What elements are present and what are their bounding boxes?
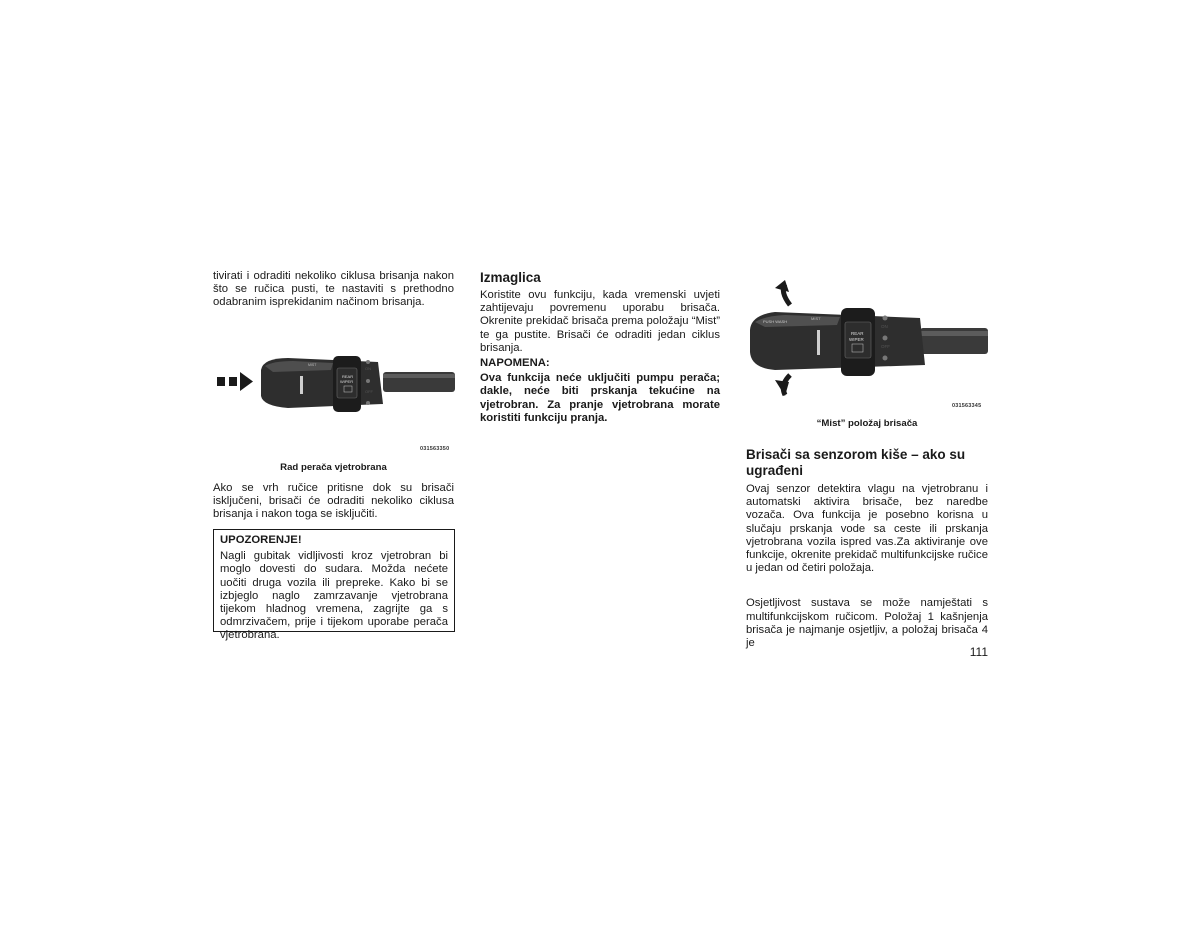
svg-text:ON: ON xyxy=(881,324,888,329)
svg-text:MIST: MIST xyxy=(811,316,821,321)
left-intro-text: tivirati i odraditi nekoliko ciklusa brisanja nakon što se ručica pusti, te nastaviti s prethodno odabranim isprekidanim načinom brisanja. xyxy=(213,270,454,309)
svg-text:REAR: REAR xyxy=(342,374,354,379)
mist-stalk-illustration xyxy=(745,280,990,400)
mist-paragraph: Koristite ovu funkciju, kada vremenski uvjeti zahtijevaju povremenu uporabu brisača. Okrenite prekidač brisača prema položaju “Mist” te ga pustite. Brisači će odraditi jedan ciklus brisanja. xyxy=(480,289,720,354)
push-arrows-icon xyxy=(217,372,253,391)
note-text: Ova funkcija neće uključiti pumpu perača; dakle, neće biti prskanja tekućine na vjetrobran. Za pranje vjetrobrana morate koristiti funkciju pranja. xyxy=(480,372,720,424)
svg-text:REAR: REAR xyxy=(851,331,864,336)
left-figure-code: 031563350 xyxy=(420,446,450,452)
note-label: NAPOMENA: xyxy=(480,357,550,370)
washer-stalk-figure xyxy=(213,348,458,423)
rain-sensor-paragraph-1: Ovaj senzor detektira vlagu na vjetrobranu i automatski aktivira brisače, bez naredbe vozača. Ova funkcija je posebno korisna u slučaju prskanja vode sa ceste ili prskanja vjetrobrana vozila ispred vas.Za aktiviranje ove funkcije, okrenite prekidač multifunkcijske ručice u jedan od četiri položaja. xyxy=(746,483,988,575)
svg-text:MIST: MIST xyxy=(308,363,317,367)
left-paragraph-block xyxy=(213,482,454,522)
warning-text: Nagli gubitak vidljivosti kroz vjetrobran bi moglo dovesti do sudara. Možda nećete uočiti druga vozila ili prepreke. Kako bi se izbjeglo naglo zamrzavanje vjetrobrana tijekom hladnog vremena, zagrijte ga s odmrzivačem, prije i tijekom uporabe perača vjetrobrana. xyxy=(220,550,448,642)
middle-column xyxy=(480,270,720,425)
svg-text:WIPER: WIPER xyxy=(340,379,354,384)
wiper-stalk-illustration xyxy=(213,348,458,423)
svg-text:ON: ON xyxy=(365,366,371,371)
left-figure-caption: Rad perača vjetrobrana xyxy=(280,462,387,473)
rain-sensor-paragraph-2: Osjetljivost sustava se može namještati s multifunkcijskom ručicom. Položaj 1 kašnjenja brisača je najmanje osjetljiv, a položaj brisača 4 je xyxy=(746,597,988,650)
mist-heading: Izmaglica xyxy=(480,270,541,285)
svg-text:PUSH WASH: PUSH WASH xyxy=(763,319,788,324)
left-column xyxy=(213,270,454,310)
svg-text:WIPER: WIPER xyxy=(849,337,864,342)
right-column xyxy=(746,447,988,650)
left-paragraph: Ako se vrh ručice pritisne dok su brisači isključeni, brisači će odraditi nekoliko ciklusa brisanja i nakon toga se isključiti. xyxy=(213,482,454,521)
rain-sensor-heading: Brisači sa senzorom kiše – ako su ugrađeni xyxy=(746,447,966,478)
mist-stalk-figure xyxy=(745,280,990,400)
right-figure-caption: “Mist” položaj brisača xyxy=(816,418,918,429)
page-number: 111 xyxy=(969,645,988,659)
warning-title: UPOZORENJE! xyxy=(220,534,302,546)
svg-text:OFF: OFF xyxy=(881,344,890,349)
right-figure-code: 031563345 xyxy=(952,403,982,409)
warning-box xyxy=(213,529,455,642)
svg-text:OFF: OFF xyxy=(365,389,373,394)
